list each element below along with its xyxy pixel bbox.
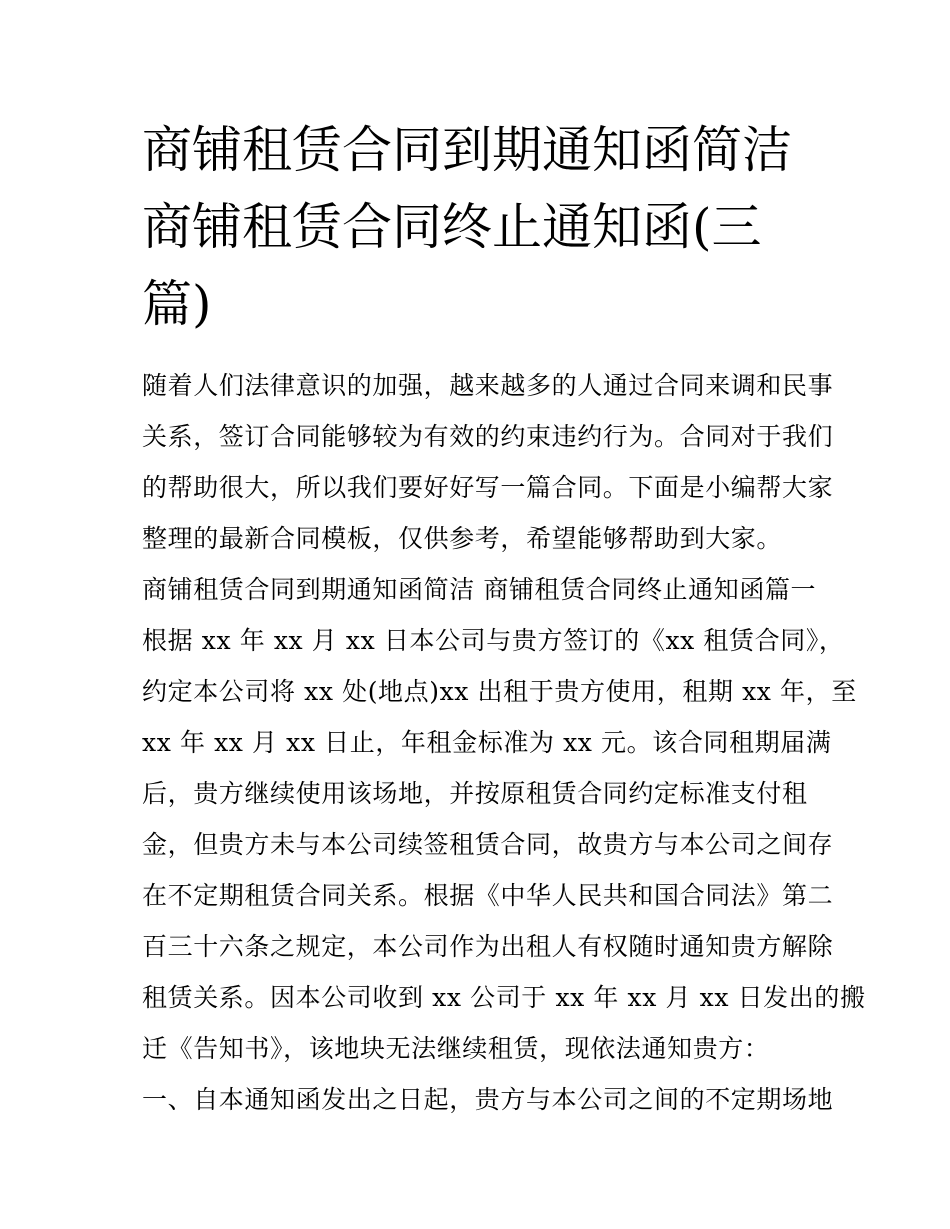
body-line: 一、自本通知函发出之日起，贵方与本公司之间的不定期场地 (142, 1085, 834, 1114)
section-heading-line: 商铺租赁合同到期通知函简洁 商铺租赁合同终止通知函篇一 (142, 575, 817, 604)
body-line: 在不定期租赁合同关系。根据《中华人民共和国合同法》第二 (142, 881, 834, 910)
body-line: 整理的最新合同模板，仅供参考，希望能够帮助到大家。 (142, 524, 783, 553)
body-line: 的帮助很大，所以我们要好好写一篇合同。下面是小编帮大家 (142, 473, 834, 502)
body-line: 后，贵方继续使用该场地，并按原租赁合同约定标准支付租 (142, 779, 808, 808)
title-line: 篇) (142, 275, 212, 333)
body-line: 金，但贵方未与本公司续签租赁合同，故贵方与本公司之间存 (142, 830, 834, 859)
body-line: xx 年 xx 月 xx 日止，年租金标准为 xx 元。该合同租期届满 (142, 728, 832, 757)
title-line: 商铺租赁合同到期通知函简洁 (142, 121, 792, 179)
body-line: 随着人们法律意识的加强，越来越多的人通过合同来调和民事 (142, 371, 834, 400)
document-body (142, 360, 866, 1125)
body-line: 约定本公司将 xx 处(地点)xx 出租于贵方使用，租期 xx 年，至 (142, 677, 857, 706)
body-line: 关系，签订合同能够较为有效的约束违约行为。合同对于我们 (142, 422, 834, 451)
body-line: 百三十六条之规定，本公司作为出租人有权随时通知贵方解除 (142, 932, 834, 961)
title-line: 商铺租赁合同终止通知函(三 (142, 198, 762, 256)
document-title (142, 112, 822, 343)
body-line: 迁《告知书》，该地块无法继续租赁，现依法通知贵方： (142, 1034, 770, 1063)
body-line: 租赁关系。因本公司收到 xx 公司于 xx 年 xx 月 xx 日发出的搬 (142, 983, 866, 1012)
body-line: 根据 xx 年 xx 月 xx 日本公司与贵方签订的《xx 租赁合同》， (142, 626, 845, 655)
